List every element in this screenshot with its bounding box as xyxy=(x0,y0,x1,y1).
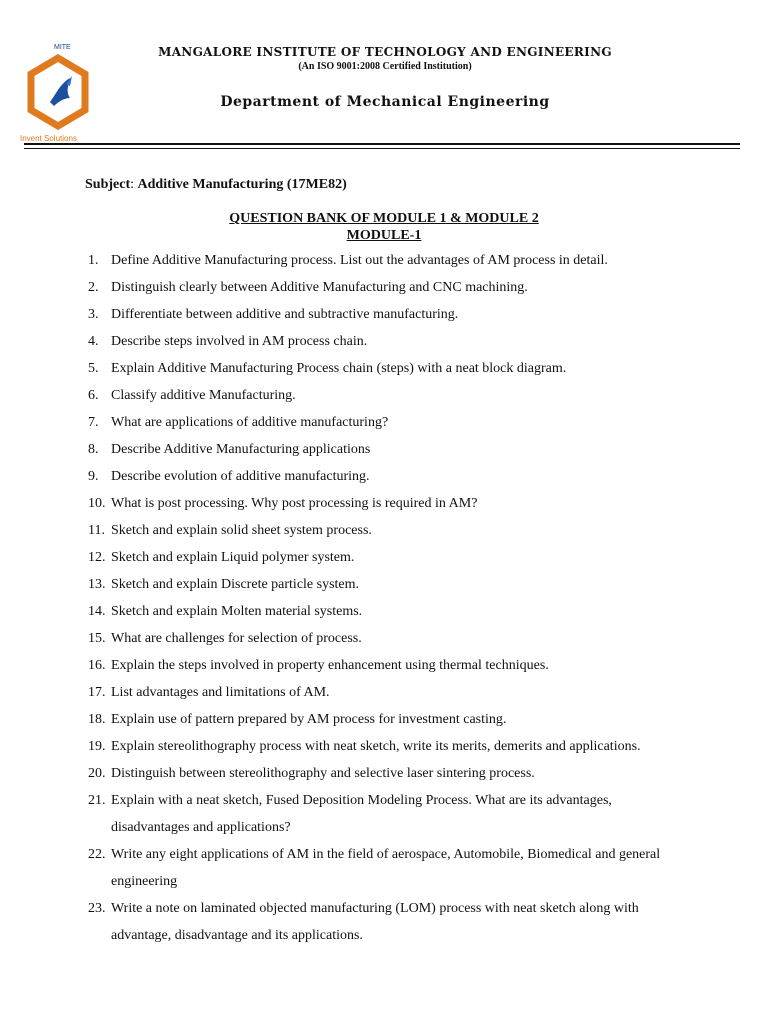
question-number: 14. xyxy=(88,604,106,619)
question-number: 20. xyxy=(88,766,106,781)
question-bank-title: QUESTION BANK OF MODULE 1 & MODULE 2 xyxy=(229,211,539,226)
subject-value: Additive Manufacturing (17ME82) xyxy=(137,177,347,192)
question-text: Sketch and explain Discrete particle system. xyxy=(111,577,360,592)
question-number: 1. xyxy=(88,253,99,268)
question-item xyxy=(88,490,678,517)
question-item xyxy=(88,625,678,652)
question-number: 18. xyxy=(88,712,106,727)
subject-label: Subject xyxy=(85,177,131,192)
question-number: 11. xyxy=(88,523,105,538)
question-item xyxy=(88,517,678,544)
question-number: 16. xyxy=(88,658,106,673)
question-item xyxy=(88,895,678,949)
question-text: Explain the steps involved in property enhancement using thermal techniques. xyxy=(111,658,549,673)
question-number: 19. xyxy=(88,739,106,754)
question-text: Define Additive Manufacturing process. List out the advantages of AM process in detail. xyxy=(111,253,608,268)
department-name: Department of Mechanical Engineering xyxy=(220,94,550,110)
question-number: 2. xyxy=(88,280,99,295)
question-text: Sketch and explain Molten material systems. xyxy=(111,604,363,619)
subject-line: Subject: Additive Manufacturing (17ME82) xyxy=(85,177,347,192)
institute-name: MANGALORE INSTITUTE OF TECHNOLOGY AND ENGINEERING xyxy=(158,45,612,59)
question-item xyxy=(88,463,678,490)
question-number: 10. xyxy=(88,496,106,511)
question-text: Differentiate between additive and subtractive manufacturing. xyxy=(111,307,459,322)
question-text: List advantages and limitations of AM. xyxy=(111,685,330,700)
question-number: 5. xyxy=(88,361,99,376)
question-text: What are challenges for selection of process. xyxy=(111,631,362,646)
question-text: What is post processing. Why post processing is required in AM? xyxy=(111,496,478,511)
question-item xyxy=(88,652,678,679)
question-text: Explain Additive Manufacturing Process chain (steps) with a neat block diagram. xyxy=(111,361,567,376)
question-item xyxy=(88,544,678,571)
question-number: 8. xyxy=(88,442,99,457)
question-number: 7. xyxy=(88,415,99,430)
question-item xyxy=(88,571,678,598)
question-number: 22. xyxy=(88,847,106,862)
institute-logo xyxy=(20,44,98,146)
question-item xyxy=(88,274,678,301)
question-text: Describe Additive Manufacturing applications xyxy=(111,442,371,457)
question-text: Explain stereolithography process with neat sketch, write its merits, demerits and applications. xyxy=(111,739,641,754)
question-number: 23. xyxy=(88,901,106,916)
question-number: 21. xyxy=(88,793,106,808)
header-rule-thick xyxy=(24,143,740,145)
question-text: Distinguish clearly between Additive Manufacturing and CNC machining. xyxy=(111,280,528,295)
question-item xyxy=(88,247,678,274)
question-number: 13. xyxy=(88,577,106,592)
question-text: Sketch and explain solid sheet system process. xyxy=(111,523,372,538)
hexagon-bird-logo-icon xyxy=(26,54,90,130)
question-number: 4. xyxy=(88,334,99,349)
question-item xyxy=(88,679,678,706)
certification-text: (An ISO 9001:2008 Certified Institution) xyxy=(298,61,472,72)
header-rule-thin xyxy=(24,148,740,149)
question-text: Describe steps involved in AM process chain. xyxy=(111,334,368,349)
question-item xyxy=(88,706,678,733)
question-number: 12. xyxy=(88,550,106,565)
question-text: Sketch and explain Liquid polymer system. xyxy=(111,550,355,565)
question-item xyxy=(88,841,678,895)
question-number: 15. xyxy=(88,631,106,646)
question-text: Distinguish between stereolithography and selective laser sintering process. xyxy=(111,766,535,781)
question-number: 6. xyxy=(88,388,99,403)
question-item xyxy=(88,787,678,841)
question-item xyxy=(88,328,678,355)
question-text: Classify additive Manufacturing. xyxy=(111,388,296,403)
question-text: Write any eight applications of AM in the field of aerospace, Automobile, Biomedical and general engineering xyxy=(111,847,661,889)
question-number: 17. xyxy=(88,685,106,700)
question-item xyxy=(88,598,678,625)
logo-top-text: MITE xyxy=(54,44,71,51)
question-item xyxy=(88,760,678,787)
question-item xyxy=(88,409,678,436)
module-title: MODULE-1 xyxy=(346,228,422,243)
question-item xyxy=(88,355,678,382)
question-text: Describe evolution of additive manufacturing. xyxy=(111,469,370,484)
question-text: Write a note on laminated objected manufacturing (LOM) process with neat sketch along with advantage, disadvantage and its applications. xyxy=(111,901,639,943)
question-list xyxy=(88,247,678,949)
question-text: Explain with a neat sketch, Fused Deposition Modeling Process. What are its advantages, disadvantages and applications? xyxy=(111,793,612,835)
logo-bird xyxy=(50,78,70,106)
question-item xyxy=(88,301,678,328)
logo-bottom-text: Invent Solutions xyxy=(20,134,77,143)
question-item xyxy=(88,436,678,463)
question-number: 9. xyxy=(88,469,99,484)
question-item xyxy=(88,733,678,760)
question-text: Explain use of pattern prepared by AM process for investment casting. xyxy=(111,712,507,727)
question-text: What are applications of additive manufacturing? xyxy=(111,415,389,430)
question-number: 3. xyxy=(88,307,99,322)
question-item xyxy=(88,382,678,409)
